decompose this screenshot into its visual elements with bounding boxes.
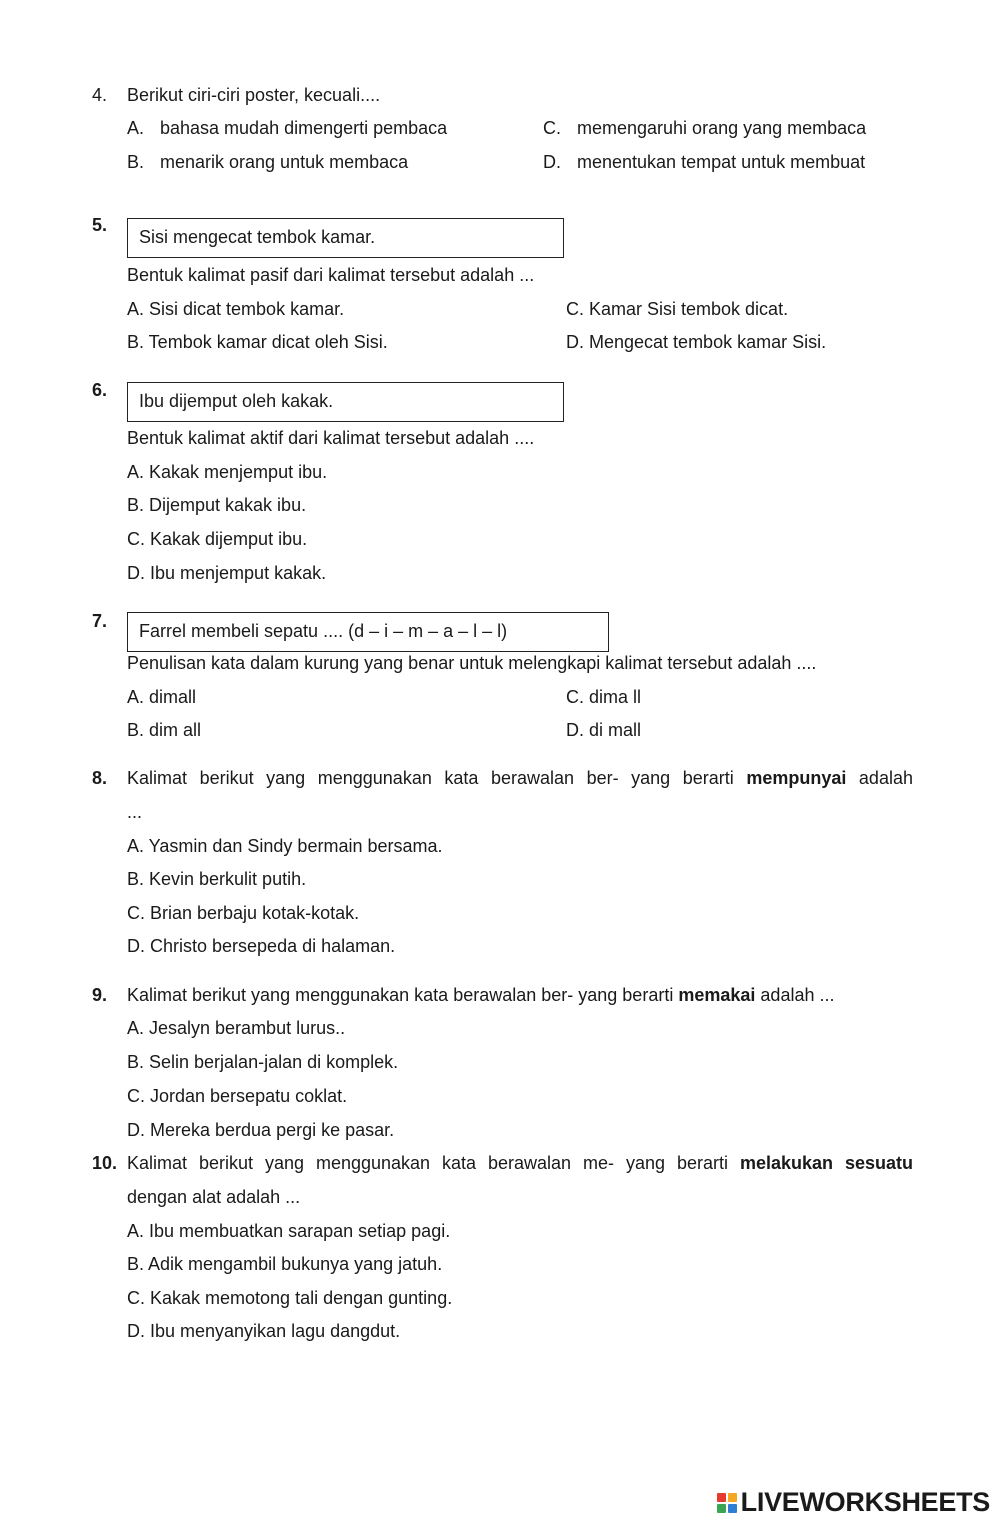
q8-option-c[interactable]: C. Brian berbaju kotak-kotak. [127,903,360,923]
q10-stem-bold: melakukan sesuatu [739,1153,913,1173]
q4-option-c[interactable]: memengaruhi orang yang membaca [577,118,867,138]
q9-stem-before: Kalimat berikut yang menggunakan kata berawalan ber- yang berarti [127,985,674,1005]
q9-number: 9. [92,985,108,1005]
q7-option-d[interactable]: D. di mall [566,720,642,740]
q5-option-b[interactable]: B. Tembok kamar dicat oleh Sisi. [127,332,388,352]
logo-square-orange [728,1493,737,1502]
logo-square-blue [728,1504,737,1513]
q4-number: 4. [92,85,108,105]
q5-sentence-box [127,218,564,258]
q9-option-d[interactable]: D. Mereka berdua pergi ke pasar. [127,1120,395,1140]
q9-stem-bold: memakai [678,985,756,1005]
q4-option-a-letter[interactable]: A. [127,118,145,138]
q10-option-b[interactable]: B. Adik mengambil bukunya yang jatuh. [127,1254,443,1274]
q4-option-d[interactable]: menentukan tempat untuk membuat [577,152,866,172]
q9-stem [127,984,834,1006]
q7-option-b[interactable]: B. dim all [127,720,202,740]
q8-stem-continuation: ... [127,802,143,822]
logo-text: LIVEWORKSHEETS [740,1487,990,1517]
q10-stem-before: Kalimat berikut yang menggunakan kata berawalan me- yang berarti [127,1153,728,1173]
q9-option-b[interactable]: B. Selin berjalan-jalan di komplek. [127,1052,399,1072]
q6-sentence-box [127,382,564,422]
q10-option-d[interactable]: D. Ibu menyanyikan lagu dangdut. [127,1321,401,1341]
q4-option-b[interactable]: menarik orang untuk membaca [160,152,409,172]
q7-boxed-sentence: Farrel membeli sepatu .... (d – i – m – a – l – l) [139,621,508,641]
q7-option-a[interactable]: A. dimall [127,687,197,707]
q4-option-a[interactable]: bahasa mudah dimengerti pembaca [160,118,448,138]
q6-option-b[interactable]: B. Dijemput kakak ibu. [127,495,307,515]
q4-option-c-letter[interactable]: C. [543,118,561,138]
q6-number: 6. [92,380,108,400]
q8-stem-bold: mempunyai [746,768,847,788]
logo-square-green [717,1504,726,1513]
q9-option-c[interactable]: C. Jordan bersepatu coklat. [127,1086,348,1106]
q4-stem: Berikut ciri-ciri poster, kecuali.... [127,85,381,105]
q6-option-c[interactable]: C. Kakak dijemput ibu. [127,529,308,549]
q7-number: 7. [92,611,108,631]
q6-stem: Bentuk kalimat aktif dari kalimat tersebut adalah .... [127,428,535,448]
logo-square-red [717,1493,726,1502]
q8-option-d[interactable]: D. Christo bersepeda di halaman. [127,936,396,956]
q8-stem [127,767,913,789]
q9-option-a[interactable]: A. Jesalyn berambut lurus.. [127,1018,346,1038]
q5-boxed-sentence: Sisi mengecat tembok kamar. [139,227,376,247]
q8-stem-before: Kalimat berikut yang menggunakan kata berawalan ber- yang berarti [127,768,734,788]
q8-stem-after: adalah [858,768,913,788]
q7-option-c[interactable]: C. dima ll [566,687,642,707]
q5-option-c[interactable]: C. Kamar Sisi tembok dicat. [566,299,789,319]
q10-number: 10. [92,1153,118,1173]
q10-stem [127,1152,913,1174]
q4-option-b-letter[interactable]: B. [127,152,145,172]
q5-stem: Bentuk kalimat pasif dari kalimat tersebut adalah ... [127,265,535,285]
q4-option-d-letter[interactable]: D. [543,152,561,172]
q10-option-c[interactable]: C. Kakak memotong tali dengan gunting. [127,1288,453,1308]
q10-stem-continuation: dengan alat adalah ... [127,1187,301,1207]
q8-option-b[interactable]: B. Kevin berkulit putih. [127,869,307,889]
logo-mark-icon [717,1493,737,1513]
q6-boxed-sentence: Ibu dijemput oleh kakak. [139,391,334,411]
q5-number: 5. [92,215,108,235]
q6-option-a[interactable]: A. Kakak menjemput ibu. [127,462,328,482]
q5-option-d[interactable]: D. Mengecat tembok kamar Sisi. [566,332,827,352]
q10-option-a[interactable]: A. Ibu membuatkan sarapan setiap pagi. [127,1221,451,1241]
q6-option-d[interactable]: D. Ibu menjemput kakak. [127,563,327,583]
q7-sentence-box [127,612,609,652]
q9-stem-after: adalah ... [760,985,835,1005]
liveworksheets-logo [717,1487,990,1518]
q8-number: 8. [92,768,108,788]
q7-stem: Penulisan kata dalam kurung yang benar untuk melengkapi kalimat tersebut adalah .... [127,653,817,673]
q8-option-a[interactable]: A. Yasmin dan Sindy bermain bersama. [127,836,443,856]
q5-option-a[interactable]: A. Sisi dicat tembok kamar. [127,299,345,319]
